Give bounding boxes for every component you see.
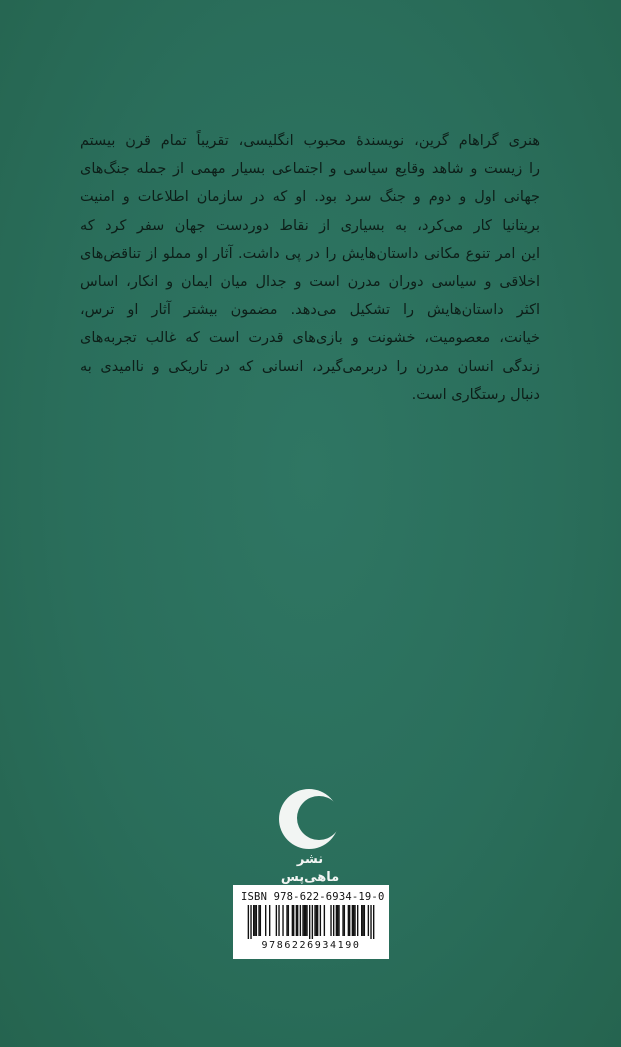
barcode-bar xyxy=(248,905,249,939)
barcode-bar xyxy=(305,905,306,936)
barcode-bar xyxy=(288,905,289,936)
blurb-line: بریتانیا کار می‌کرد، به بسیاری از نقاط دوردست جهان سفر کرد که xyxy=(80,217,540,234)
barcode-bar xyxy=(333,905,334,936)
barcode-bar xyxy=(361,905,362,936)
barcode-bar xyxy=(269,905,270,936)
barcode-bar xyxy=(362,905,363,936)
blurb-line: این امر تنوع مکانی داستان‌هایش را در پی داشت. آثار او مملو از تناقض‌های xyxy=(80,245,540,262)
barcode-bar xyxy=(276,905,277,936)
barcode-bar xyxy=(317,905,318,936)
blurb-line: اخلاقی و سیاسی دوران مدرن است و جدال میان ایمان و انکار، اساس xyxy=(80,274,540,291)
blurb-line: را زیست و شاهد وقایع سیاسی و اجتماعی بسیار مهمی از جمله جنگ‌های xyxy=(80,161,540,178)
barcode-bar xyxy=(364,905,365,936)
isbn-barcode-block xyxy=(233,885,389,959)
barcode-bar xyxy=(306,905,307,936)
back-cover-blurb xyxy=(80,127,540,409)
barcode-bar xyxy=(353,905,354,936)
barcode-bar xyxy=(254,905,255,936)
barcode-bar xyxy=(286,905,287,936)
barcode-bar xyxy=(312,905,313,939)
barcode-bar xyxy=(368,905,369,936)
blurb-line: زندگی انسان مدرن را دربرمی‌گیرد، انسانی که در تاریکی و ناامیدی به xyxy=(80,358,540,375)
barcode-bar xyxy=(302,905,303,936)
barcode-bar xyxy=(297,905,298,936)
crescent-moon-icon xyxy=(268,787,352,851)
barcode-bar xyxy=(357,905,358,936)
publisher-name: نشر ماهی‌پس xyxy=(280,852,340,885)
barcode-bar xyxy=(338,905,339,936)
barcode-bar xyxy=(314,905,315,936)
barcode-bar xyxy=(258,905,259,936)
blurb-line: جهانی اول و دوم و جنگ سرد بود. او که در سازمان اطلاعات و امنیت xyxy=(80,189,540,206)
barcode-bar xyxy=(256,905,257,936)
barcode-digits: 9786226934190 xyxy=(261,940,361,951)
barcode-bar xyxy=(344,905,345,936)
barcode-bar xyxy=(300,905,301,936)
barcode-bar xyxy=(253,905,254,936)
barcode-bar xyxy=(316,905,317,936)
barcode-bar xyxy=(348,905,349,936)
publisher-logo xyxy=(268,787,352,885)
barcode-bar xyxy=(282,905,283,936)
barcode-bar xyxy=(336,905,337,936)
blurb-line: هنری گراهام گرین، نویسندهٔ محبوب انگلیسی، تقریباً تمام قرن بیستم xyxy=(80,133,540,149)
barcode-bar xyxy=(320,905,321,936)
barcode-bar xyxy=(349,905,350,936)
barcode-bar xyxy=(324,905,325,936)
barcode-bar xyxy=(330,905,331,936)
barcode-bar xyxy=(352,905,353,936)
barcode-bar xyxy=(354,905,355,936)
blurb-line: خیانت، معصومیت، خشونت و بازی‌های قدرت است که غالب تجربه‌های xyxy=(80,330,540,347)
blurb-line: اکثر داستان‌هایش را تشکیل می‌دهد. مضمون بیشتر آثار او ترس، xyxy=(80,302,540,319)
barcode-bar xyxy=(337,905,338,936)
barcode-bar xyxy=(293,905,294,936)
isbn-label: ISBN 978-622-6934-19-0 xyxy=(241,891,385,903)
barcode-bar xyxy=(278,905,279,936)
barcode-bar xyxy=(250,905,251,939)
barcode-bar xyxy=(309,905,310,939)
blurb-line: دنبال رستگاری است. xyxy=(411,386,540,403)
barcode-bar xyxy=(292,905,293,936)
barcode-bar xyxy=(373,905,374,939)
barcode-bar xyxy=(304,905,305,936)
barcode-bars xyxy=(241,905,381,939)
barcode-bar xyxy=(342,905,343,936)
barcode-bar xyxy=(296,905,297,936)
barcode-bar xyxy=(265,905,266,936)
barcode-bar xyxy=(260,905,261,936)
barcode-bar xyxy=(370,905,371,939)
